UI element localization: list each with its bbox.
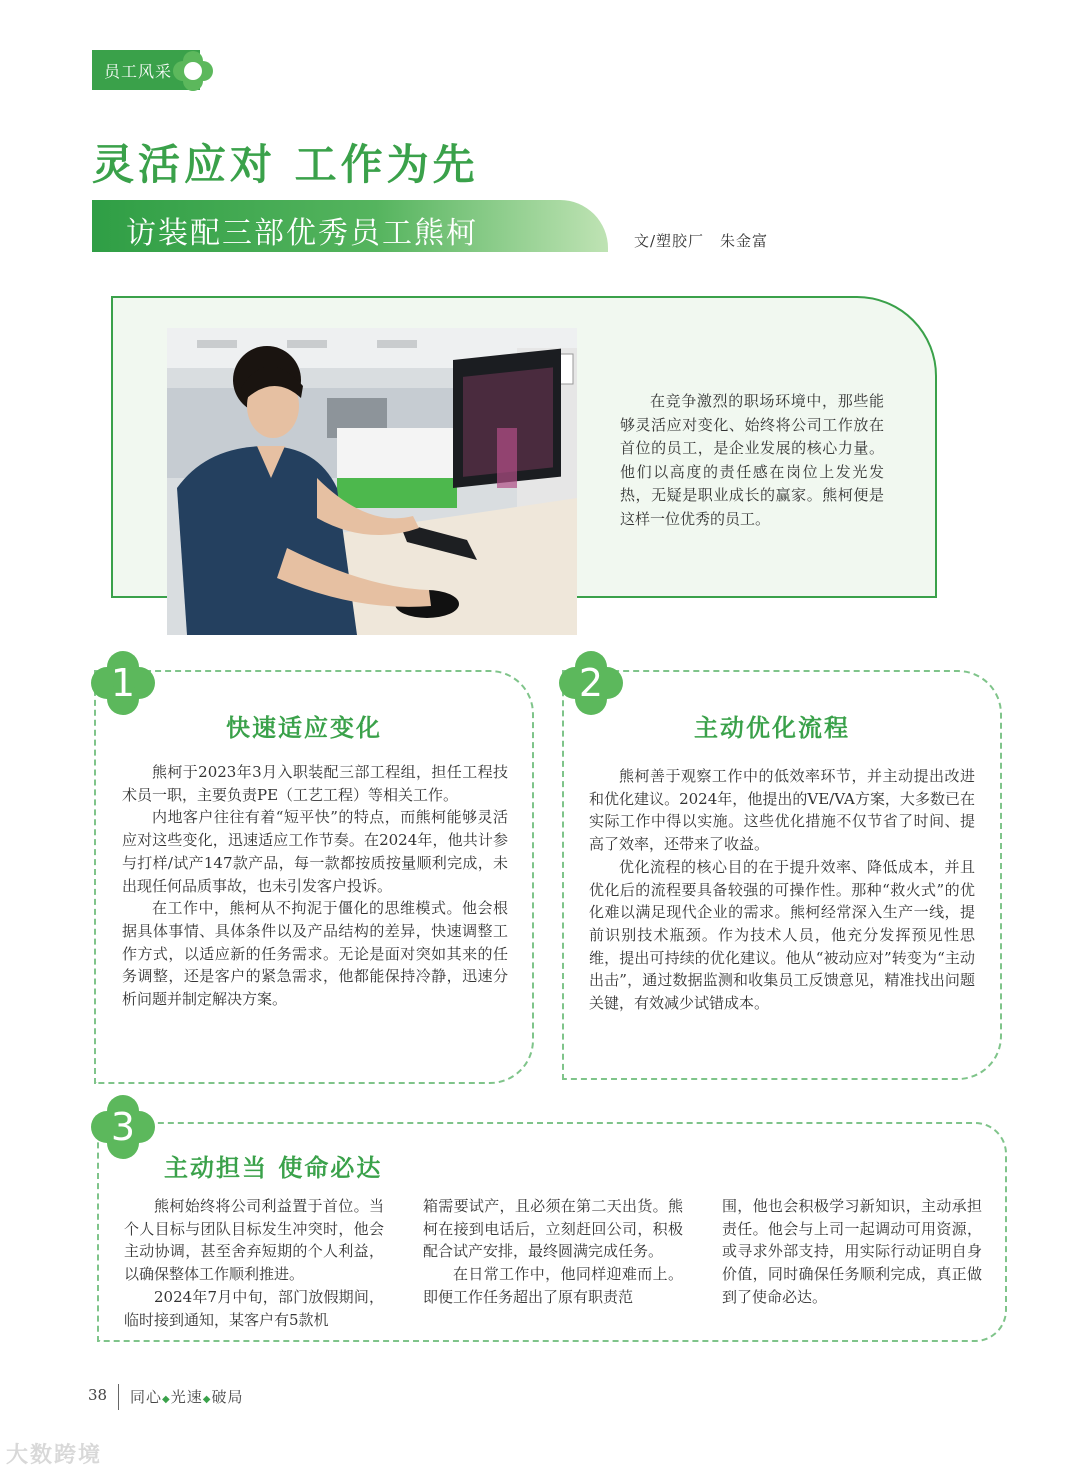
paragraph: 围，他也会积极学习新知识，主动承担责任。他会与上司一起调动可用资源，或寻求外部支持，用实际行动证明自身价值，同时确保任务顺利完成，真正做到了使命必达。 — [722, 1197, 982, 1306]
article-title: 灵活应对 工作为先 — [92, 140, 479, 189]
article-subtitle: 访装配三部优秀员工熊柯 — [126, 216, 478, 251]
paragraph: 箱需要试产，且必须在第二天出货。熊柯在接到电话后，立刻赶回公司，积极配合试产安排，最终圆满完成任务。 — [423, 1197, 683, 1261]
section-1-body — [122, 761, 508, 1011]
clover-icon — [172, 50, 214, 92]
section-1-title: 快速适应变化 — [226, 713, 382, 742]
paragraph: 2024年7月中旬，部门放假期间，临时接到通知，某客户有5款机 — [124, 1287, 384, 1329]
section-tag-label: 员工风采 — [104, 62, 173, 81]
section-3-column-1 — [124, 1195, 384, 1331]
paragraph: 熊柯善于观察工作中的低效率环节，并主动提出改进和优化建议。2024年，他提出的VE/VA方案，大多数已在实际工作中得以实施。这些优化措施不仅节省了时间、提高了效率，还带来了收益。 — [589, 767, 975, 854]
paragraph: 在日常工作中，他同样迎难而上。即便工作任务超出了原有职责范 — [423, 1265, 683, 1306]
svg-text:2: 2 — [578, 661, 604, 705]
paragraph: 在工作中，熊柯从不拘泥于僵化的思维模式。他会根据具体事情、具体条件以及产品结构的差异，快速调整工作方式，以适应新的任务需求。无论是面对突如其来的任务调整，还是客户的紧急需求，他都能保持冷静，迅速分析问题并制定解决方案。 — [122, 899, 508, 1009]
footer-slogan — [130, 1386, 243, 1407]
paragraph: 熊柯于2023年3月入职装配三部工程组，担任工程技术员一职，主要负责PE（工艺工程）等相关工作。 — [122, 763, 508, 804]
svg-text:3: 3 — [110, 1105, 136, 1149]
section-2-title: 主动优化流程 — [694, 713, 850, 742]
svg-text:1: 1 — [110, 661, 136, 705]
employee-photo — [167, 328, 577, 635]
footer-divider — [118, 1384, 119, 1410]
slogan-part: 光速 — [170, 1388, 203, 1406]
section-2-body — [589, 765, 975, 1015]
slogan-part: 同心 — [130, 1388, 163, 1406]
byline: 文/塑胶厂 朱金富 — [634, 232, 769, 250]
number-badge-2 — [558, 650, 624, 716]
diamond-icon: ◆ — [162, 1394, 171, 1405]
slogan-part: 破局 — [211, 1388, 244, 1406]
intro-paragraph: 在竞争激烈的职场环境中，那些能够灵活应对变化、始终将公司工作放在首位的员工，是企业发展的核心力量。他们以高度的责任感在岗位上发光发热，无疑是职业成长的赢家。熊柯便是这样一位优秀的员工。 — [620, 392, 884, 528]
subtitle-band — [92, 200, 608, 252]
section-3-column-2 — [423, 1195, 683, 1309]
page-number: 38 — [88, 1386, 108, 1404]
section-3-column-3 — [722, 1195, 982, 1309]
paragraph: 熊柯始终将公司利益置于首位。当个人目标与团队目标发生冲突时，他会主动协调，甚至舍弃短期的个人利益，以确保整体工作顺利推进。 — [124, 1197, 384, 1284]
paragraph: 优化流程的核心目的在于提升效率、降低成本，并且优化后的流程要具备较强的可操作性。那种“救火式”的优化难以满足现代企业的需求。熊柯经常深入生产一线，提前识别技术瓶颈。作为技术人员，他充分发挥预见性思维，提出可持续的优化建议。他从“被动应对”转变为“主动出击”，通过数据监测和收集员工反馈意见，精准找出问题关键，有效减少试错成本。 — [589, 857, 975, 1013]
diamond-icon: ◆ — [202, 1394, 212, 1405]
section-3-title: 主动担当 使命必达 — [164, 1153, 383, 1182]
watermark: 大数跨境 — [6, 1443, 103, 1468]
paragraph: 内地客户往往有着“短平快”的特点，而熊柯能够灵活应对这些变化，迅速适应工作节奏。在2024年，他共计参与打样/试产147款产品，每一款都按质按量顺利完成，未出现任何品质事故，也未引发客户投诉。 — [122, 808, 508, 895]
number-badge-3 — [90, 1094, 156, 1160]
number-badge-1 — [90, 650, 156, 716]
